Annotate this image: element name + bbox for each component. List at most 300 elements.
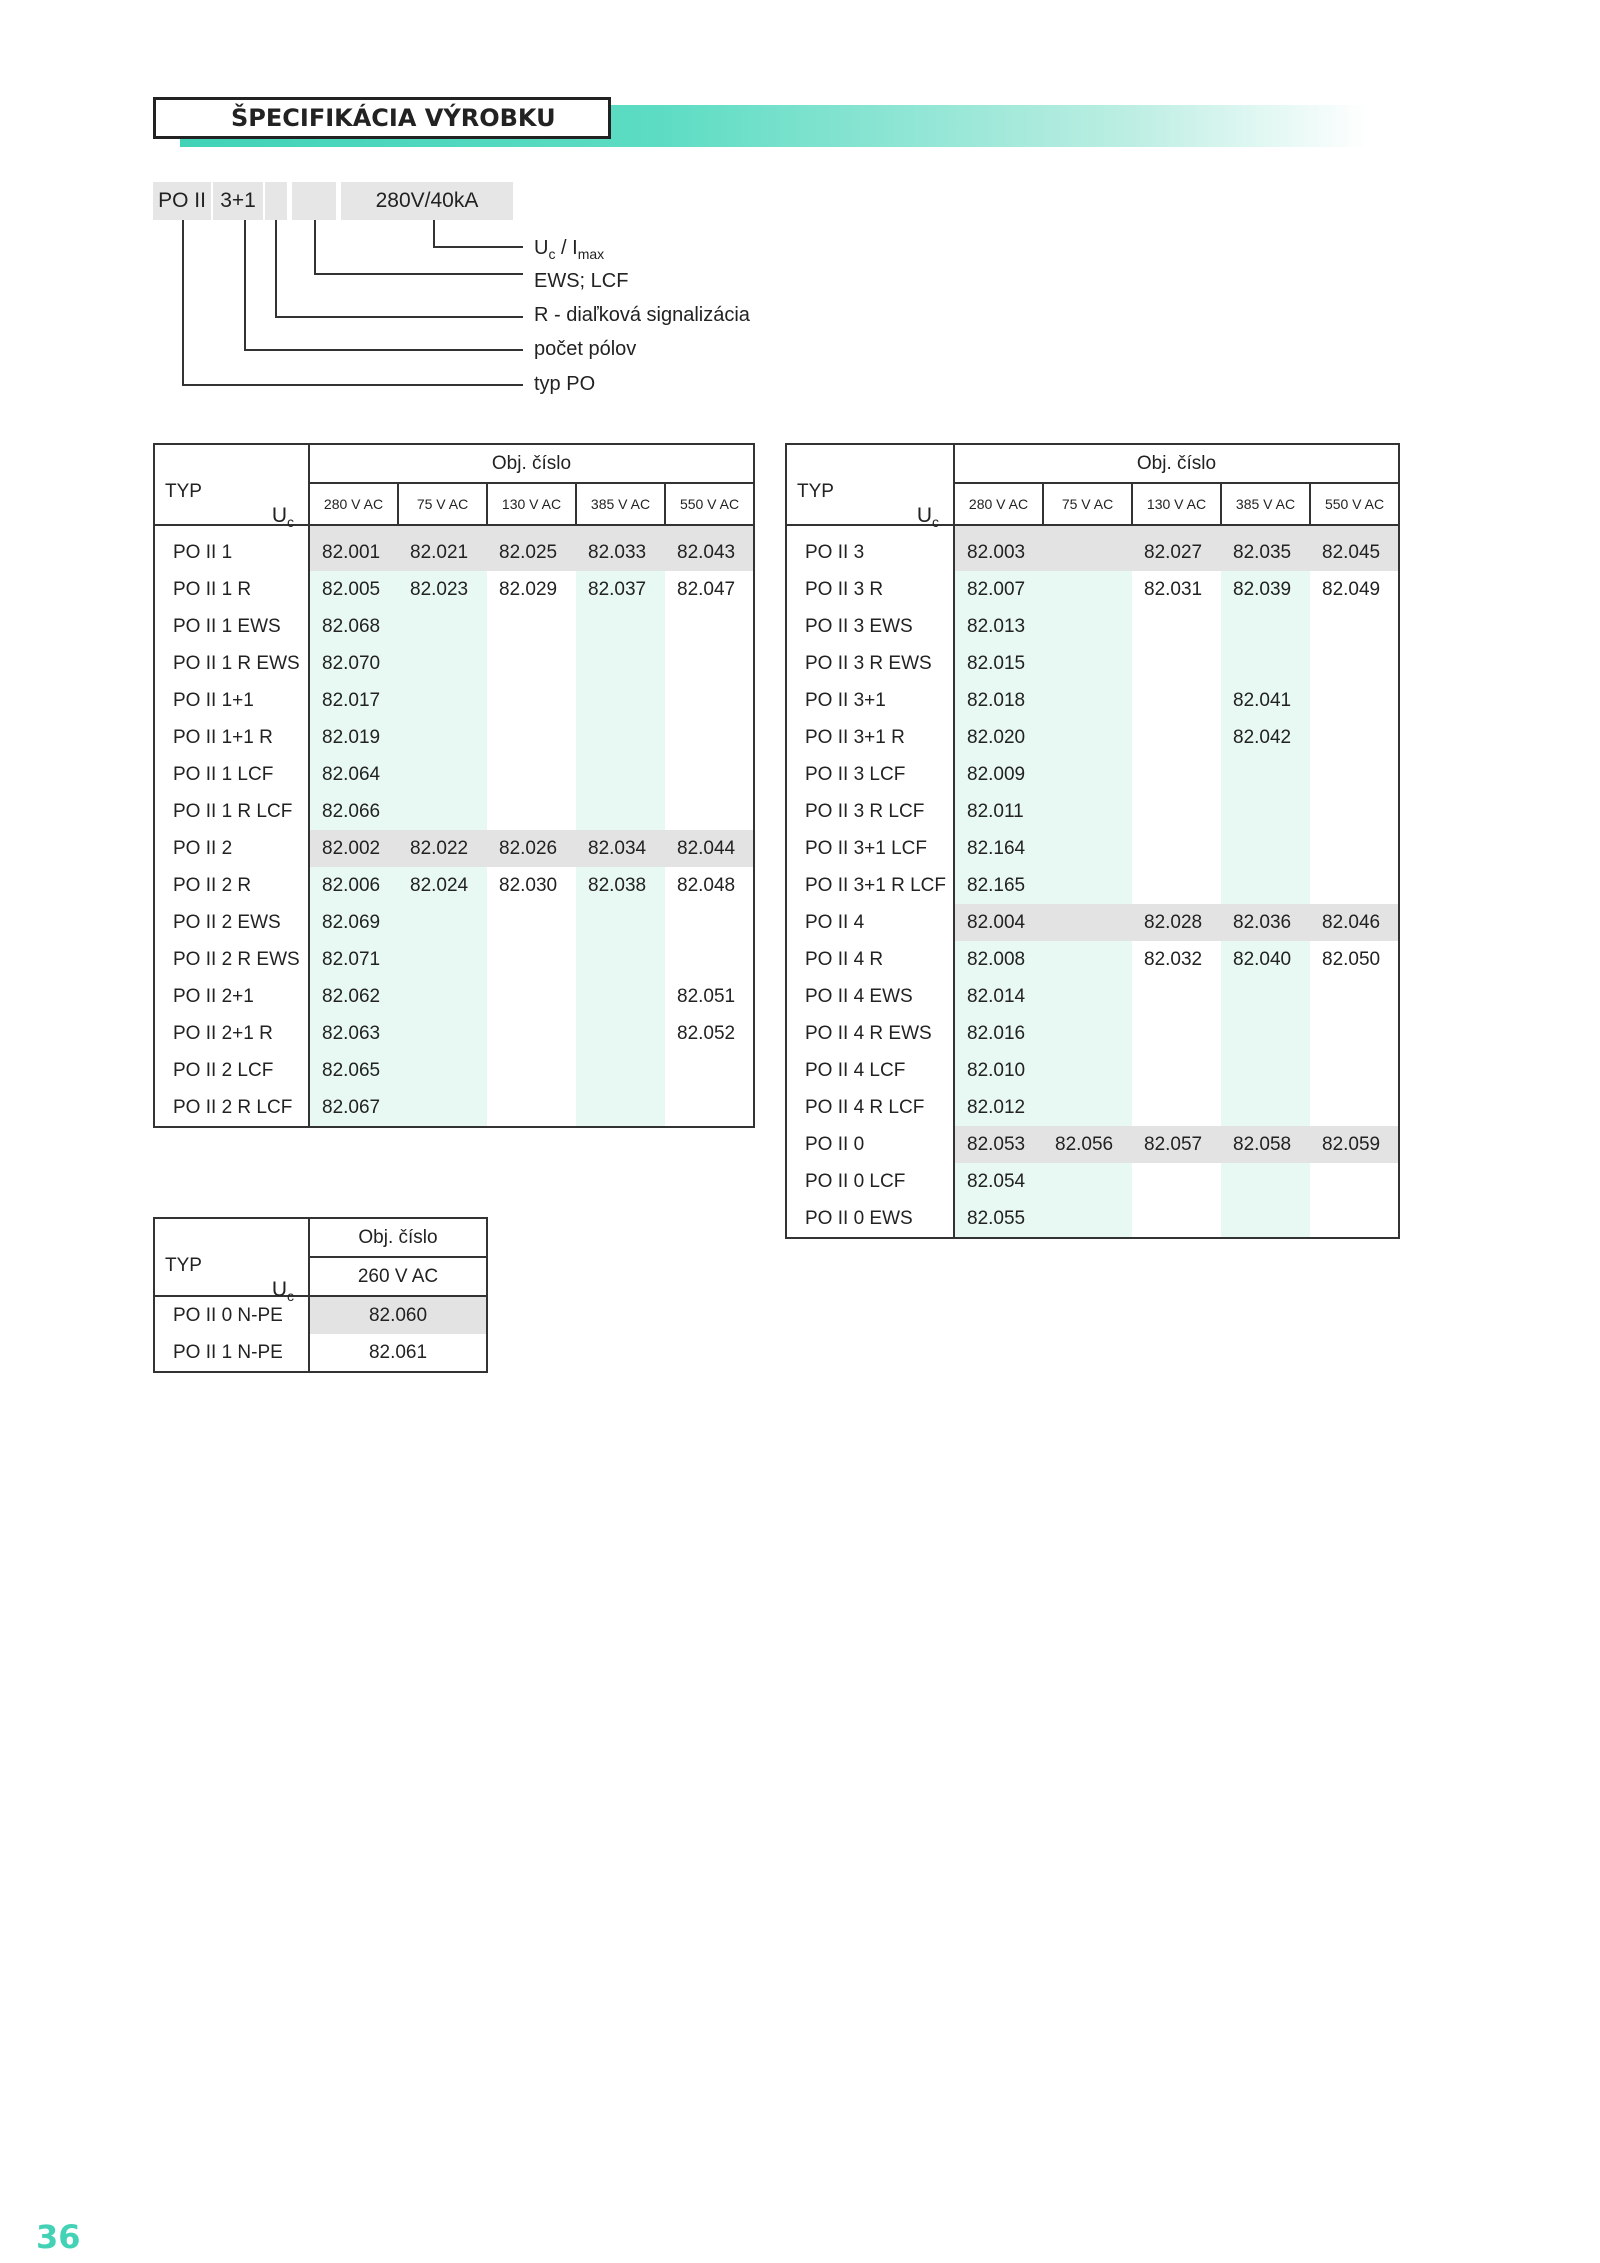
row-type-name: PO II 2 LCF [154,1052,309,1089]
row-type-name: PO II 4 R [786,941,954,978]
row-value: 82.056 [1043,1126,1132,1163]
row-type-name: PO II 4 R EWS [786,1015,954,1052]
code-part-poles: 3+1 [213,182,263,220]
table-row [154,645,754,682]
row-value: 82.023 [398,571,487,608]
header-uc: $U_c$ [271,1278,294,1305]
legend-poles: počet pólov [534,338,637,360]
connector-line [182,384,523,386]
row-value: 82.013 [954,608,1043,645]
header-typ-uc [786,444,954,531]
row-value: 82.037 [576,571,665,608]
row-value [1310,1015,1399,1052]
row-value: 82.012 [954,1089,1043,1126]
row-value [487,1015,576,1052]
connector-line [314,220,316,275]
row-value [1043,978,1132,1015]
code-part-type: PO II [153,182,211,220]
table-row [786,719,1399,756]
row-value [1221,1052,1310,1089]
row-value: 82.021 [398,525,487,571]
row-value: 82.010 [954,1052,1043,1089]
row-value [1043,525,1132,571]
table-row [154,682,754,719]
table-row [154,830,754,867]
row-value [1132,645,1221,682]
table-row [154,867,754,904]
row-value: 82.064 [309,756,398,793]
row-value [1221,1200,1310,1238]
row-value [1043,1052,1132,1089]
row-type-name: PO II 4 LCF [786,1052,954,1089]
legend-type: typ PO [534,373,596,395]
table-row [786,1126,1399,1163]
row-value [665,719,754,756]
row-value: 82.035 [1221,525,1310,571]
row-value: 82.044 [665,830,754,867]
row-value: 82.015 [954,645,1043,682]
row-value: 82.005 [309,571,398,608]
row-value [1310,1052,1399,1089]
row-value: 82.063 [309,1015,398,1052]
row-value [576,719,665,756]
row-type-name: PO II 0 [786,1126,954,1163]
connector-line [275,316,523,318]
table-row [786,682,1399,719]
row-value [1221,978,1310,1015]
row-value [398,682,487,719]
row-value: 82.059 [1310,1126,1399,1163]
row-value [398,793,487,830]
row-value [576,682,665,719]
row-value [1043,793,1132,830]
page-title [153,97,611,139]
header-row [154,444,754,483]
row-value [487,904,576,941]
row-value [487,756,576,793]
table-row [154,1334,487,1372]
row-value [665,756,754,793]
row-value: 82.036 [1221,904,1310,941]
row-value: 82.032 [1144,949,1203,970]
row-value [1221,793,1310,830]
row-value [1310,682,1399,719]
table-row [786,756,1399,793]
row-type-name: PO II 1 [154,525,309,571]
row-value: 82.033 [576,525,665,571]
header-uc: $U_c$ [271,504,294,531]
row-value [1310,793,1399,830]
row-value: 82.006 [309,867,398,904]
row-value: 82.042 [1221,719,1310,756]
row-value: 82.052 [665,1015,754,1052]
row-value [1043,1015,1132,1052]
row-value: 82.002 [309,830,398,867]
header-typ: TYP [165,481,202,502]
row-value [1043,608,1132,645]
legend-remote-signal: R - diaľková signalizácia [534,304,750,326]
row-type-name: PO II 0 EWS [786,1200,954,1238]
row-value [1221,645,1310,682]
header-voltage: 550 V AC [665,483,754,525]
spec-table-1 [153,443,755,1128]
row-value: 82.031 [1144,579,1203,600]
row-type-name: PO II 1 EWS [154,608,309,645]
table-row [786,867,1399,904]
row-value: 82.022 [398,830,487,867]
row-value: 82.071 [309,941,398,978]
row-value: 82.026 [487,830,576,867]
row-value: 82.019 [309,719,398,756]
row-value [1310,1163,1399,1200]
row-value [1043,941,1132,978]
row-value: 82.066 [309,793,398,830]
row-type-name: PO II 2 R LCF [154,1089,309,1127]
row-value: 82.011 [954,793,1043,830]
row-type-name: PO II 2+1 [154,978,309,1015]
row-type-name: PO II 2 R [154,867,309,904]
row-type-name: PO II 3+1 [786,682,954,719]
row-value [1132,1163,1221,1200]
table-row [786,904,1399,941]
row-value [1043,756,1132,793]
table-row [786,525,1399,571]
row-value [665,793,754,830]
row-value [1132,1089,1221,1126]
row-type-name: PO II 3 [786,525,954,571]
row-value [487,978,576,1015]
page-number: 36 [36,2218,81,2256]
table-row [786,571,1399,608]
row-type-name: PO II 1 R LCF [154,793,309,830]
row-value: 82.065 [309,1052,398,1089]
row-value [398,941,487,978]
connector-line [433,220,435,246]
row-type-name: PO II 2 EWS [154,904,309,941]
header-voltage: 385 V AC [1221,483,1310,525]
row-value: 82.018 [954,682,1043,719]
row-value: 82.049 [1310,571,1399,608]
table-row [786,793,1399,830]
row-value [1310,608,1399,645]
header-typ-uc [154,444,309,531]
header-typ-uc [154,1218,309,1305]
row-value [1310,645,1399,682]
row-type-name: PO II 3+1 R LCF [786,867,954,904]
row-value [1132,1015,1221,1052]
row-value [1221,1015,1310,1052]
row-value: 82.053 [954,1126,1043,1163]
connector-line [244,349,523,351]
row-value [398,756,487,793]
row-value: 82.061 [309,1334,487,1372]
row-value [1221,1163,1310,1200]
row-value [398,608,487,645]
row-value [665,1089,754,1127]
page-title-text: ŠPECIFIKÁCIA VÝROBKU [231,104,556,132]
header-obj-cislo: Obj. číslo [309,1218,487,1257]
connector-line [433,246,523,248]
row-value: 82.001 [309,525,398,571]
row-value: 82.060 [309,1296,487,1334]
row-value: 82.048 [665,867,754,904]
row-value [1043,645,1132,682]
header-voltage: 130 V AC [487,483,576,525]
row-value [487,682,576,719]
row-value [487,941,576,978]
row-value [1221,867,1310,904]
row-value [487,1052,576,1089]
row-value [665,608,754,645]
row-value [1132,793,1221,830]
table-row [154,904,754,941]
legend-ews-lcf: EWS; LCF [534,270,629,292]
row-value: 82.164 [954,830,1043,867]
row-value: 82.054 [954,1163,1043,1200]
row-value [1310,756,1399,793]
row-value: 82.051 [665,978,754,1015]
row-value [1310,830,1399,867]
row-value: 82.067 [309,1089,398,1127]
table-row [154,1296,487,1334]
row-value [1310,719,1399,756]
row-value [487,1089,576,1127]
spec-table-3 [153,1217,488,1373]
header-row [786,444,1399,483]
connector-line [314,273,523,275]
row-value: 82.004 [954,904,1043,941]
row-value: 82.009 [954,756,1043,793]
table-row [786,978,1399,1015]
spec-table-2 [785,443,1400,1239]
row-value [576,904,665,941]
table-row [154,1052,754,1089]
row-value: 82.034 [576,830,665,867]
row-type-name: PO II 2 [154,830,309,867]
row-value: 82.070 [309,645,398,682]
row-type-name: PO II 4 [786,904,954,941]
row-value [1132,756,1221,793]
row-value [1132,867,1221,904]
row-type-name: PO II 3 R LCF [786,793,954,830]
row-value [398,645,487,682]
row-value: 82.043 [665,525,754,571]
row-value [487,793,576,830]
row-value [576,978,665,1015]
row-type-name: PO II 1 N-PE [154,1334,309,1372]
row-value [665,682,754,719]
row-value: 82.014 [954,978,1043,1015]
row-value: 82.045 [1310,525,1399,571]
row-value [487,719,576,756]
row-type-name: PO II 3 LCF [786,756,954,793]
header-obj-cislo: Obj. číslo [954,444,1399,483]
row-value: 82.017 [309,682,398,719]
table-row [154,1089,754,1127]
row-value [398,904,487,941]
table-row [154,1015,754,1052]
row-value [1310,1089,1399,1126]
row-value: 82.020 [954,719,1043,756]
row-value [1132,830,1221,867]
row-value [1221,756,1310,793]
table-row [154,941,754,978]
row-value [665,645,754,682]
row-type-name: PO II 3 EWS [786,608,954,645]
row-value [665,1052,754,1089]
row-value [1043,719,1132,756]
row-type-name: PO II 3+1 LCF [786,830,954,867]
table-row [154,793,754,830]
connector-line [182,220,184,385]
table-row [786,1015,1399,1052]
row-value [665,904,754,941]
code-part-ews [292,182,336,220]
row-value [1221,1089,1310,1126]
row-type-name: PO II 0 N-PE [154,1296,309,1334]
row-value [1043,1163,1132,1200]
legend-uc-imax: $U_c / I_{max}$ [534,237,605,262]
header-row [154,1218,487,1257]
table-row [154,525,754,571]
table-row [786,645,1399,682]
row-type-name: PO II 1 R EWS [154,645,309,682]
row-value: 82.046 [1310,904,1399,941]
row-type-name: PO II 3+1 R [786,719,954,756]
table-row [154,756,754,793]
header-voltage: 260 V AC [309,1257,487,1296]
row-value: 82.028 [1132,904,1221,941]
row-value [1043,904,1132,941]
row-value: 82.069 [309,904,398,941]
row-value: 82.029 [499,579,558,600]
row-value: 82.057 [1132,1126,1221,1163]
row-value [1043,867,1132,904]
header-voltage: 280 V AC [954,483,1043,525]
row-value: 82.030 [499,875,558,896]
row-value: 82.050 [1310,941,1399,978]
header-voltage: 75 V AC [1043,483,1132,525]
row-value: 82.008 [954,941,1043,978]
header-typ: TYP [165,1255,202,1276]
row-value [1043,1089,1132,1126]
table-row [786,941,1399,978]
table-row [786,1200,1399,1238]
row-value [576,1089,665,1127]
row-value [1043,1200,1132,1238]
row-value [398,1052,487,1089]
row-value: 82.039 [1221,571,1310,608]
row-value [1132,1200,1221,1238]
header-voltage: 280 V AC [309,483,398,525]
row-type-name: PO II 3 R [786,571,954,608]
row-type-name: PO II 1+1 [154,682,309,719]
row-value [487,608,576,645]
row-value: 82.165 [954,867,1043,904]
header-voltage: 550 V AC [1310,483,1399,525]
header-voltage: 75 V AC [398,483,487,525]
row-value: 82.027 [1132,525,1221,571]
row-type-name: PO II 2+1 R [154,1015,309,1052]
row-value [576,645,665,682]
row-value [576,1015,665,1052]
row-value [1132,608,1221,645]
row-value [576,793,665,830]
row-type-name: PO II 1 R [154,571,309,608]
header-uc: $U_c$ [916,504,939,531]
table-row [786,608,1399,645]
row-type-name: PO II 1 LCF [154,756,309,793]
row-value [487,645,576,682]
row-value [665,941,754,978]
table-row [786,1089,1399,1126]
row-value [1132,1052,1221,1089]
row-value: 82.055 [954,1200,1043,1238]
header-voltage: 130 V AC [1132,483,1221,525]
row-value: 82.068 [309,608,398,645]
row-value [398,719,487,756]
table-row [786,830,1399,867]
row-type-name: PO II 0 LCF [786,1163,954,1200]
row-type-name: PO II 2 R EWS [154,941,309,978]
table-row [786,1052,1399,1089]
row-type-name: PO II 4 EWS [786,978,954,1015]
header-typ: TYP [797,481,834,502]
code-part-voltage: 280V/40kA [341,182,513,220]
row-value [576,1052,665,1089]
row-type-name: PO II 3 R EWS [786,645,954,682]
table-row [154,719,754,756]
table-row [786,1163,1399,1200]
table-row [154,608,754,645]
row-value [1221,608,1310,645]
row-value: 82.007 [954,571,1043,608]
row-value: 82.003 [954,525,1043,571]
row-value [576,608,665,645]
row-value [1132,682,1221,719]
row-value [398,1089,487,1127]
row-value [1310,867,1399,904]
connector-line [275,220,277,318]
row-value [1043,682,1132,719]
row-value [1221,830,1310,867]
row-value [398,1015,487,1052]
row-value [1132,978,1221,1015]
row-value [1310,978,1399,1015]
header-voltage: 385 V AC [576,483,665,525]
row-value: 82.038 [576,867,665,904]
row-type-name: PO II 4 R LCF [786,1089,954,1126]
header-obj-cislo: Obj. číslo [309,444,754,483]
row-value: 82.025 [487,525,576,571]
table-row [154,571,754,608]
row-value [576,756,665,793]
row-value [1043,830,1132,867]
row-value [398,978,487,1015]
row-value [1310,1200,1399,1238]
row-value [1043,571,1132,608]
row-value: 82.040 [1221,941,1310,978]
row-value [576,941,665,978]
row-value: 82.024 [398,867,487,904]
row-value: 82.062 [309,978,398,1015]
row-type-name: PO II 1+1 R [154,719,309,756]
row-value: 82.047 [665,571,754,608]
row-value: 82.058 [1221,1126,1310,1163]
row-value [1132,719,1221,756]
connector-line [244,220,246,350]
row-value: 82.041 [1221,682,1310,719]
